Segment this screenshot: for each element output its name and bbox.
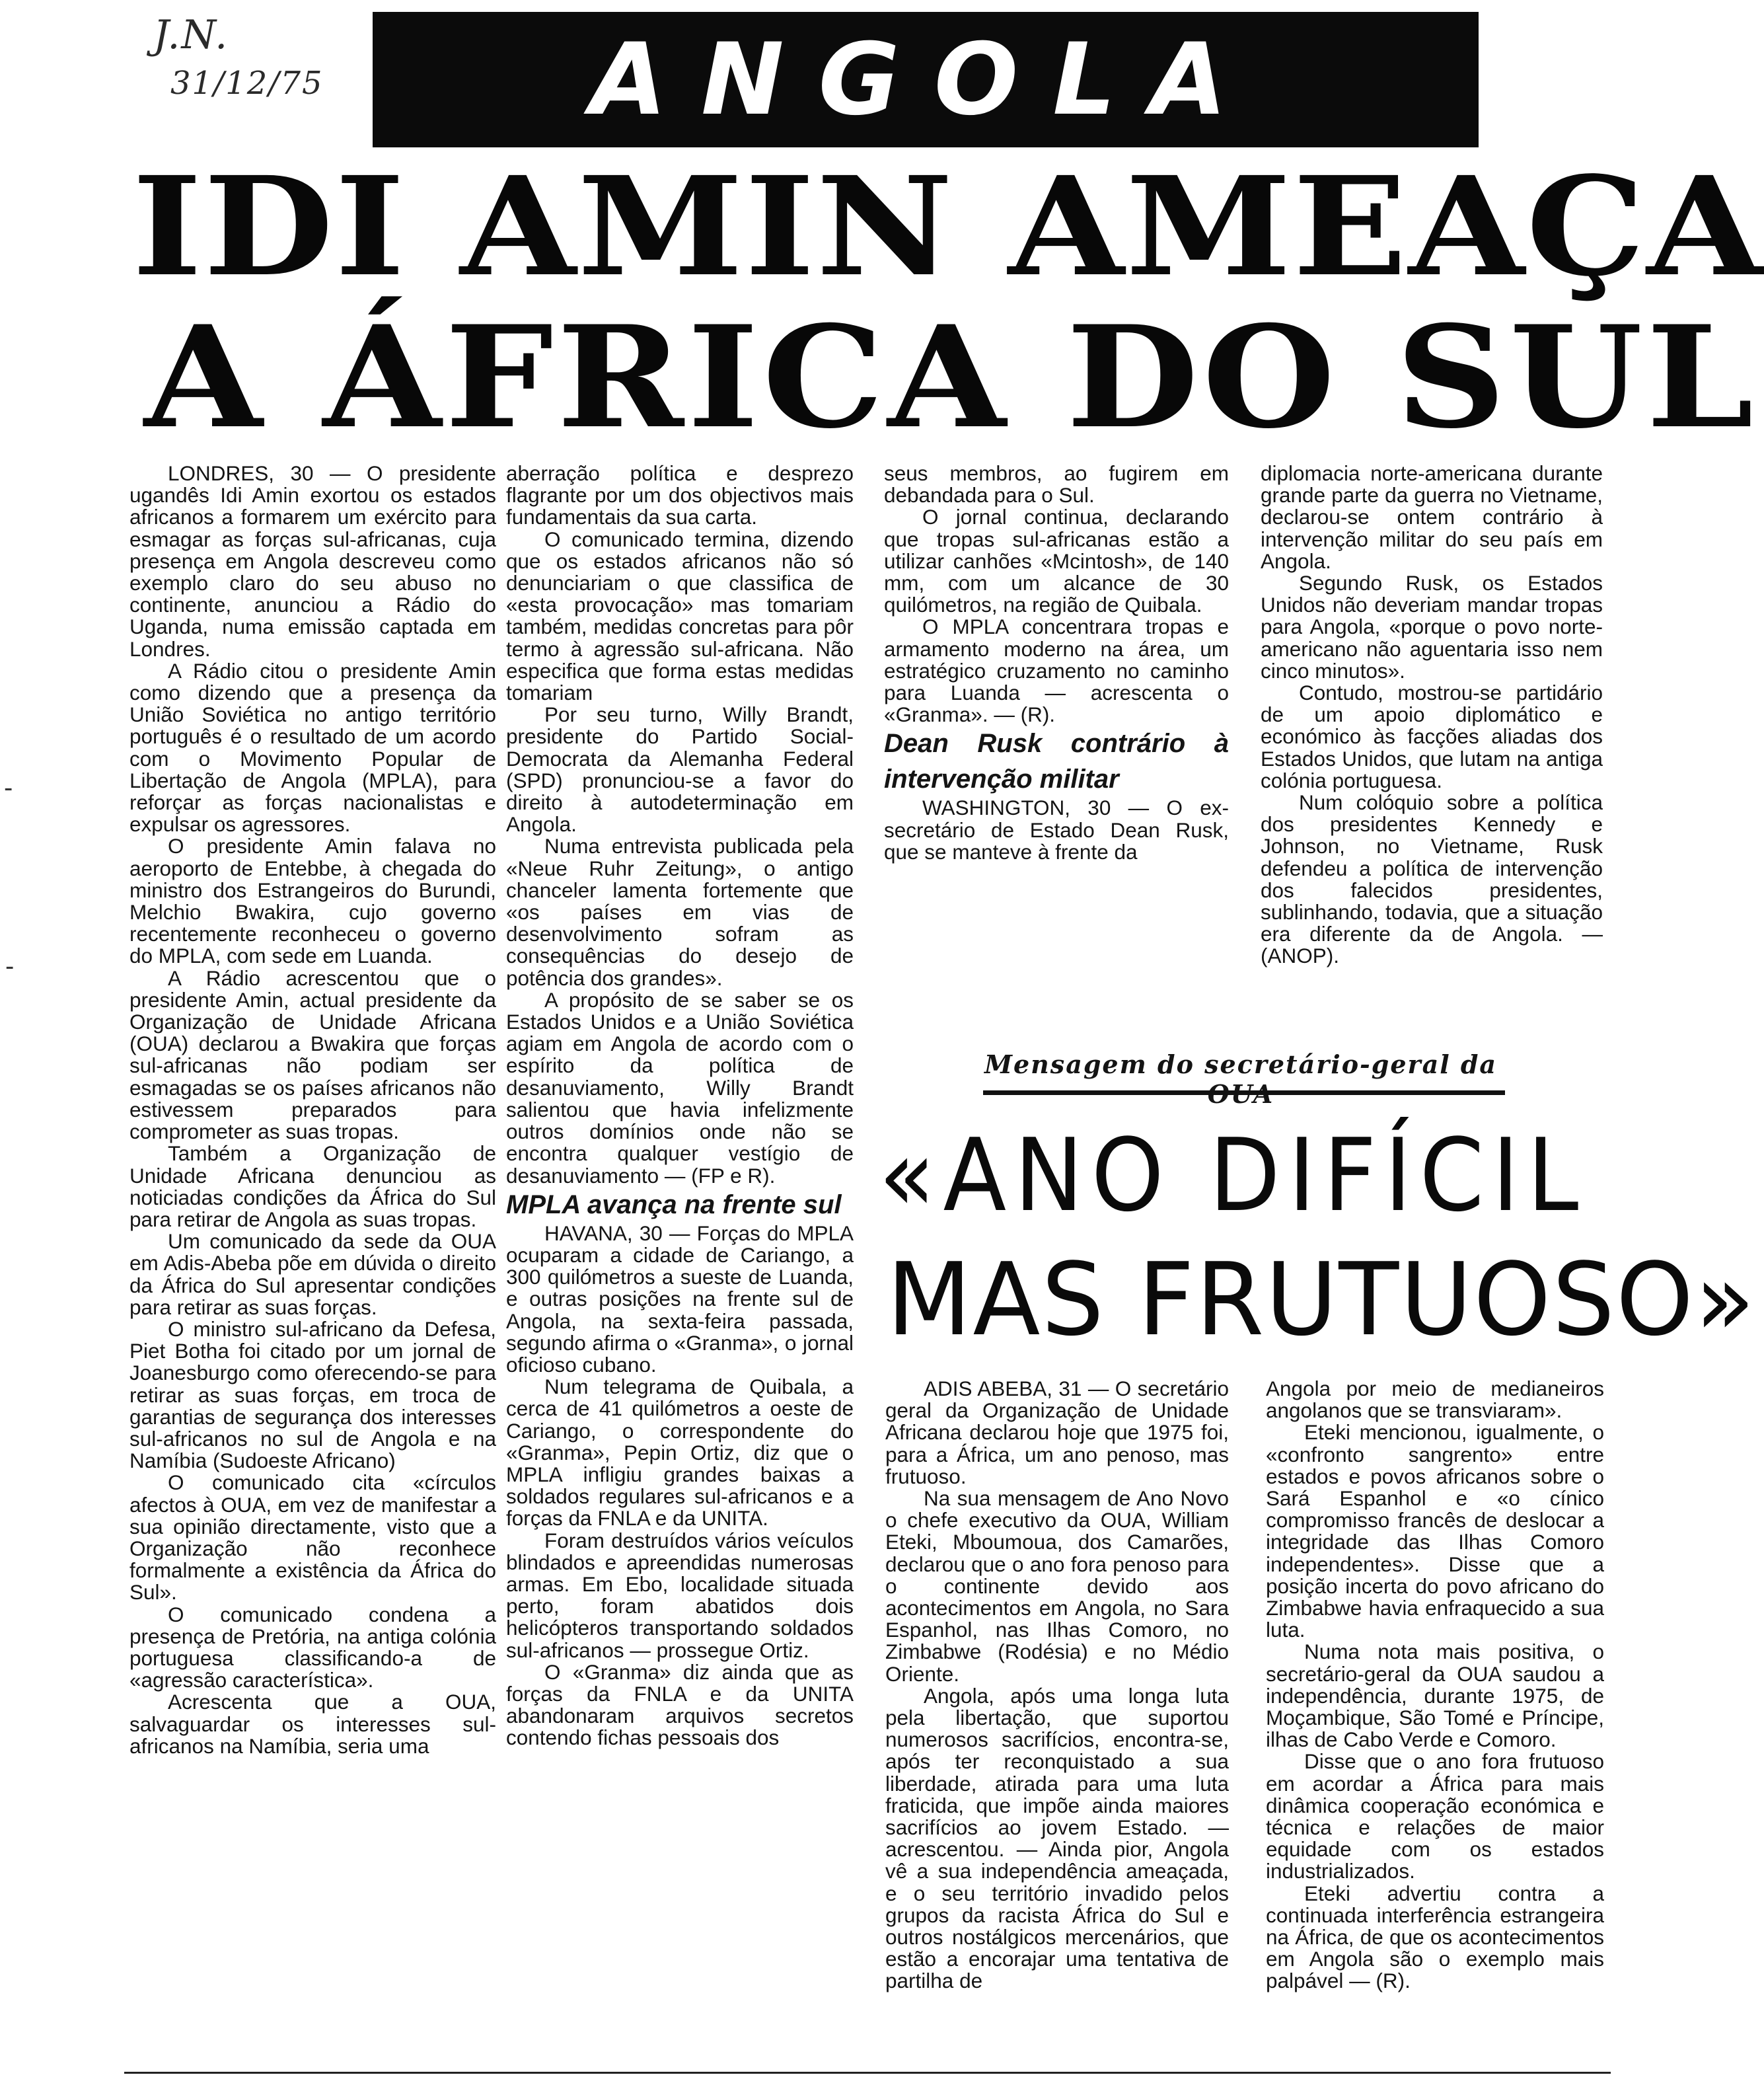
oua-column-2 xyxy=(1266,1378,1604,1992)
paragraph: A propósito de se saber se os Estados Unidos e a União Soviética agiam em Angola de acordo com o espírito da política de desanuviamento, Willy Brandt salientou que havia infelizmente outros domínios onde não se encontra qualquer vestígio de desanuviamento — (FP e R). xyxy=(506,987,854,1188)
paragraph: Angola por meio de medianeiros angolanos que se transviaram». xyxy=(1266,1377,1604,1423)
headline-line-2: A ÁFRICA DO SUL xyxy=(144,295,1757,459)
paragraph: Num colóquio sobre a política dos presidentes Kennedy e Johnson, no Vietname, Rusk defendeu a política de intervenção dos falecidos presidentes, sublinhando, todavia, que a situação era diferente da de Angola. — (ANOP). xyxy=(1261,790,1603,968)
handwritten-initials: J.N. xyxy=(153,12,229,58)
article-column-3 xyxy=(884,463,1229,863)
paragraph: seus membros, ao fugirem em debandada para o Sul. xyxy=(884,461,1229,508)
paragraph: O presidente Amin falava no aeroporto de Entebbe, à chegada do ministro dos Estrangeiros do Burundi, Melchio Bwakira, cujo governo recentemente reconheceu o governo do MPLA, com sede em Luanda. xyxy=(129,834,496,968)
paragraph: Numa nota mais positiva, o secretário-geral da OUA saudou a independência, durante 1975, de Moçambique, São Tomé e Príncipe, ilhas de Cabo Verde e Comoro. xyxy=(1266,1640,1604,1752)
paragraph: Disse que o ano fora frutuoso em acordar a África para mais dinâmica cooperação económica e técnica e relações de maior equidade com os estados industrializados. xyxy=(1266,1749,1604,1883)
headline-line-1: IDI AMIN AMEAÇA xyxy=(132,147,1764,307)
paragraph: Numa entrevista publicada pela «Neue Ruhr Zeitung», o antigo chanceler lamenta fortemente que «os países em vias de desenvolvimento sofram as consequências do desejo de potência dos grandes». xyxy=(506,834,854,990)
oua-kicker: Mensagem do secretário-geral da xyxy=(984,1049,1498,1079)
oua-headline-line-2: MAS FRUTUOSO» xyxy=(887,1241,1757,1358)
paragraph: Um comunicado da sede da OUA em Adis-Abeba põe em dúvida o direito da África do Sul apresentar condições para retirar as suas forças. xyxy=(129,1229,496,1319)
paragraph: HAVANA, 30 — Forças do MPLA ocuparam a cidade de Cariango, a 300 quilómetros a sueste de Luanda, e outras posições na frente sul de Angola, na sexta-feira passada, segundo afirma o «Granma», o jornal oficioso cubano. xyxy=(506,1221,854,1377)
article-column-2 xyxy=(506,463,854,1749)
paragraph: O jornal continua, declarando que tropas sul-africanas estão a utilizar canhões «Mcintosh», de 140 mm, com um alcance de 30 quilómetros, na região de Quibala. xyxy=(884,505,1229,617)
paragraph: WASHINGTON, 30 — O ex-secretário de Estado Dean Rusk, que se manteve à frente da xyxy=(884,796,1229,864)
margin-mark: - xyxy=(5,952,15,981)
article-column-1 xyxy=(129,463,496,1757)
paragraph: Segundo Rusk, os Estados Unidos não deveriam mandar tropas para Angola, «porque o povo norte-americano não aguentaria isso nem cinco minutos». xyxy=(1261,571,1603,683)
paragraph: O comunicado termina, dizendo que os estados africanos não só denunciariam o que classifica de «esta provocação» mas tomariam também, medidas concretas para pôr termo à agressão sul-africana. Não especifica que forma estas medidas tomariam xyxy=(506,527,854,705)
subheading-mpla: MPLA avança na frente sul xyxy=(506,1190,842,1219)
paragraph: Acrescenta que a OUA, salvaguardar os interesses sul-africanos na Namíbia, seria uma xyxy=(129,1690,496,1758)
paragraph: LONDRES, 30 — O presidente ugandês Idi Amin exortou os estados africanos a formarem um exército para esmagar as forças sul-africanas, cuja presença em Angola descreveu como exemplo claro do seu abuso no continente, anunciou a Rádio do Uganda, numa emissão captada em Londres. xyxy=(129,461,496,661)
paragraph: aberração política e desprezo flagrante por um dos objectivos mais fundamentais da sua carta. xyxy=(506,461,854,529)
paragraph: O comunicado cita «círculos afectos à OUA, em vez de manifestar a sua opinião directamente, visto que a Organização não reconhece formalmente a existência da África do Sul». xyxy=(129,1470,496,1605)
paragraph: A Rádio acrescentou que o presidente Amin, actual presidente da Organização de Unidade Africana (OUA) declarou a Bwakira que forças sul-africanas não podiam ser esmagadas se os países africanos não estivessem preparados para comprometer as suas tropas. xyxy=(129,966,496,1144)
paragraph: Eteki advertiu contra a continuada interferência estrangeira na África, de que os acontecimentos em Angola são o exemplo mais palpável — (R). xyxy=(1266,1881,1604,1993)
paragraph: Contudo, mostrou-se partidário de um apoio diplomático e económico às facções aliadas dos Estados Unidos, que lutam na antiga colónia portuguesa. xyxy=(1261,681,1603,792)
kicker-rule xyxy=(983,1090,1505,1095)
margin-mark: - xyxy=(4,773,13,802)
paragraph: O ministro sul-africano da Defesa, Piet Botha foi citado por um jornal de Joanesburgo como oferecendo-se para retirar as suas forças, em troca de garantias de segurança dos interesses sul-africanos no sul de Angola e na Namíbia (Sudoeste Africano) xyxy=(129,1316,496,1473)
handwritten-date: 31/12/75 xyxy=(170,65,324,102)
paragraph: Também a Organização de Unidade Africana denunciou as noticiadas condições da África do Sul para retirar de Angola as suas tropas. xyxy=(129,1141,496,1231)
paragraph: O «Granma» diz ainda que as forças da FNLA e da UNITA abandonaram arquivos secretos contendo fichas pessoais dos xyxy=(506,1659,854,1750)
paragraph: Angola, após uma longa luta pela libertação, que suportou numerosos sacrifícios, encontra-se, após ter reconquistado a sua liberdade, atirada para uma luta fraticida, que impõe ainda maiores sacrifícios ao jovem Estado. — acrescentou. — Ainda pior, Angola vê a sua independência ameaçada, e o seu território invadido pelos grupos da racista África do Sul e outros nostálgicos mercenários, que estão a encorajar uma tentativa de partilha de xyxy=(885,1683,1229,1993)
paragraph: A Rádio citou o presidente Amin como dizendo que a presença da União Soviética no antigo território português é o resultado de um acordo com o Movimento Popular de Libertação de Angola (MPLA), para reforçar as forças nacionalistas e expulsar os agressores. xyxy=(129,658,496,837)
paragraph: O MPLA concentrara tropas e armamento moderno na área, um estratégico cruzamento no caminho para Luanda — acrescenta o «Granma». — (R). xyxy=(884,615,1229,727)
paragraph: ADIS ABEBA, 31 — O secretário geral da Organização de Unidade Africana declarou hoje que 1975 foi, para a África, um ano penoso, mas frutuoso. xyxy=(885,1377,1229,1488)
subheading-rusk: Dean Rusk contrário à intervenção militar xyxy=(884,729,1229,794)
oua-headline-line-1: «ANO DIFÍCIL xyxy=(879,1117,1587,1234)
banner-title: ANGOLA xyxy=(590,22,1261,137)
paragraph: Por seu turno, Willy Brandt, presidente do Partido Social-Democrata da Alemanha Federal (SPD) pronunciou-se a favor do direito à autodeterminação em Angola. xyxy=(506,702,854,837)
section-banner xyxy=(373,12,1479,147)
paragraph: Foram destruídos vários veículos blindados e apreendidas numerosas armas. Em Ebo, localidade situada perto, foram abatidos dois helicópteros transportando soldados sul-africanos — prossegue Ortiz. xyxy=(506,1528,854,1662)
paragraph: diplomacia norte-americana durante grande parte da guerra no Vietname, declarou-se ontem contrário à intervenção militar do seu país em Angola. xyxy=(1261,461,1603,573)
paragraph: Eteki mencionou, igualmente, o «confronto sangrento» entre estados e povos africanos sobre o Sará Espanhol e «o cínico compromisso francês de deslocar a integridade das Ilhas Comoro independentes». Disse que a posição incerta do povo africano do Zimbabwe havia enfraquecido a sua luta. xyxy=(1266,1420,1604,1642)
bottom-rule xyxy=(124,2072,1611,2074)
paragraph: Num telegrama de Quibala, a cerca de 41 quilómetros a oeste de Cariango, o correspondente do «Granma», Pepin Ortiz, diz que o MPLA infligiu grandes baixas a soldados regulares sul-africanos e a forças da FNLA e da UNITA. xyxy=(506,1375,854,1531)
paragraph: Na sua mensagem de Ano Novo o chefe executivo da OUA, William Eteki, Mboumoua, dos Camarões, declarou que o ano fora penoso para o continente devido aos acontecimentos em Angola, no Sara Espanhol, nas Ilhas Comoro, no Zimbabwe (Rodésia) e no Médio Oriente. xyxy=(885,1486,1229,1686)
oua-column-1 xyxy=(885,1378,1229,1992)
paragraph: O comunicado condena a presença de Pretória, na antiga colónia portuguesa classificando-a de «agressão característica». xyxy=(129,1602,496,1692)
article-column-4 xyxy=(1261,463,1603,967)
